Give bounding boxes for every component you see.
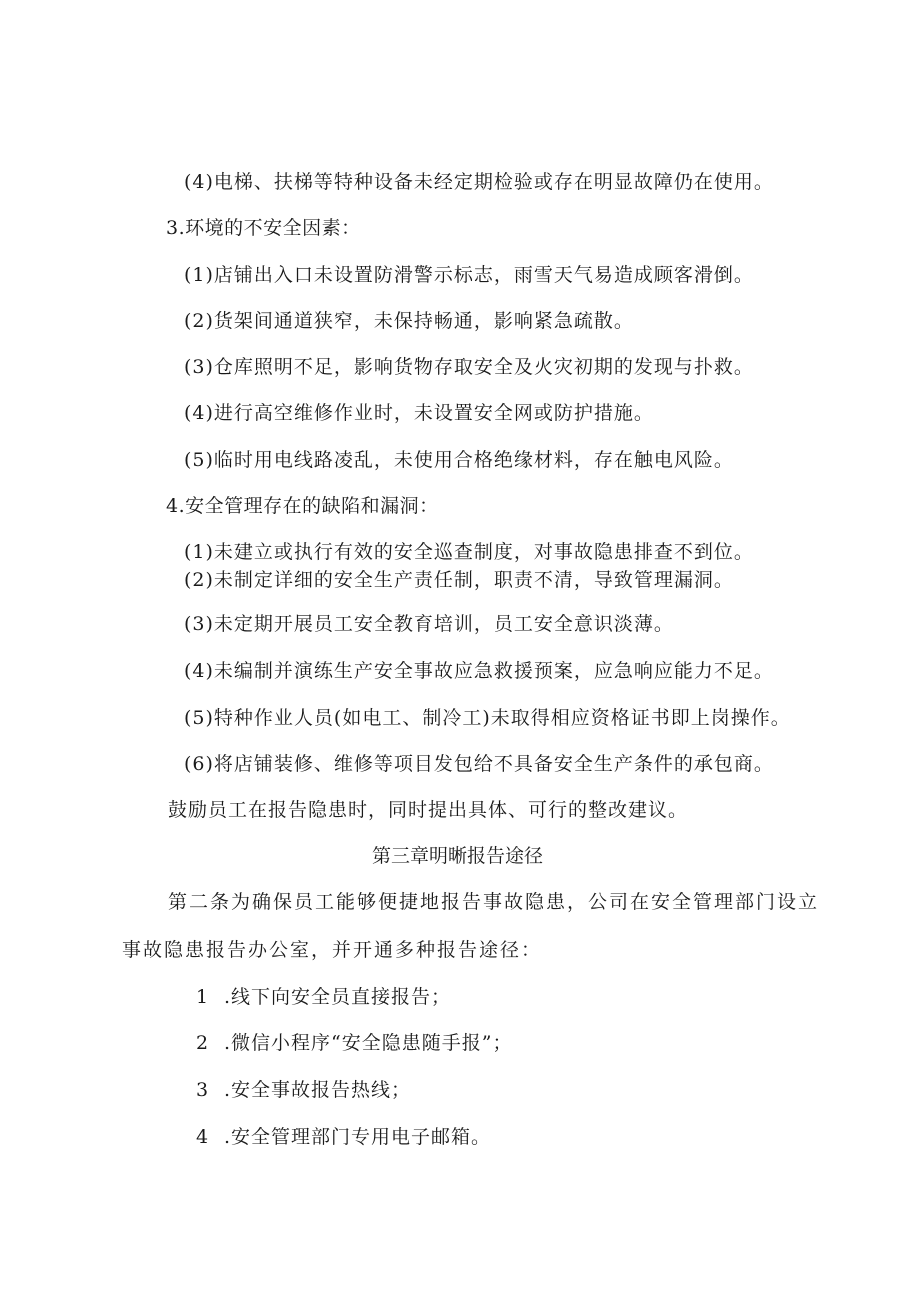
- article-2-line-2: 事故隐患报告办公室，并开通多种报告途径：: [122, 939, 543, 961]
- section-4-item-3: (3)未定期开展员工安全教育培训，员工安全意识淡薄。: [184, 613, 674, 635]
- channel-item-3: [196, 1078, 411, 1102]
- article-2-line-1: 第二条为确保员工能够便捷地报告事故隐患，公司在安全管理部门设立: [168, 891, 820, 913]
- channel-text: .线下向安全员直接报告；: [224, 986, 452, 1008]
- channel-item-4: [196, 1125, 491, 1149]
- channel-item-1: [196, 985, 451, 1009]
- environment-item-4: (4)电梯、扶梯等特种设备未经定期检验或存在明显故障仍在使用。: [184, 171, 774, 193]
- channel-number: 3: [196, 1079, 210, 1101]
- channel-text: .安全事故报告热线；: [224, 1079, 412, 1101]
- section-3-item-1: (1)店铺出入口未设置防滑警示标志，雨雪天气易造成顾客滑倒。: [184, 264, 754, 286]
- section-3-item-3: (3)仓库照明不足，影响货物存取安全及火灾初期的发现与扑救。: [184, 356, 754, 378]
- section-3-heading: 3.环境的不安全因素：: [166, 217, 361, 239]
- section-3-item-4: (4)进行高空维修作业时，未设置安全网或防护措施。: [184, 402, 654, 424]
- channel-number: 4: [196, 1126, 210, 1148]
- section-4-item-2: (2)未制定详细的安全生产责任制，职责不清，导致管理漏洞。: [184, 569, 734, 591]
- channel-text: .微信小程序“安全隐患随手报”；: [224, 1032, 513, 1054]
- section-4-item-6: (6)将店铺装修、维修等项目发包给不具备安全生产条件的承包商。: [184, 753, 774, 775]
- section-4-item-5: (5)特种作业人员(如电工、制冷工)未取得相应资格证书即上岗操作。: [184, 707, 791, 729]
- section-4-item-1: (1)未建立或执行有效的安全巡查制度，对事故隐患排查不到位。: [184, 541, 754, 563]
- section-3-item-5: (5)临时用电线路凌乱，未使用合格绝缘材料，存在触电风险。: [184, 449, 734, 471]
- channel-number: 2: [196, 1032, 210, 1054]
- channel-text: .安全管理部门专用电子邮箱。: [224, 1126, 492, 1148]
- section-4-heading: 4.安全管理存在的缺陷和漏洞：: [166, 495, 439, 517]
- chapter-3-title: 第三章明晰报告途径: [372, 845, 544, 867]
- section-4-item-4: (4)未编制并演练生产安全事故应急救援预案，应急响应能力不足。: [184, 660, 774, 682]
- section-3-item-2: (2)货架间通道狭窄，未保持畅通，影响紧急疏散。: [184, 310, 634, 332]
- encourage-paragraph: 鼓励员工在报告隐患时，同时提出具体、可行的整改建议。: [168, 799, 689, 821]
- channel-number: 1: [196, 986, 210, 1008]
- channel-item-2: [196, 1031, 512, 1055]
